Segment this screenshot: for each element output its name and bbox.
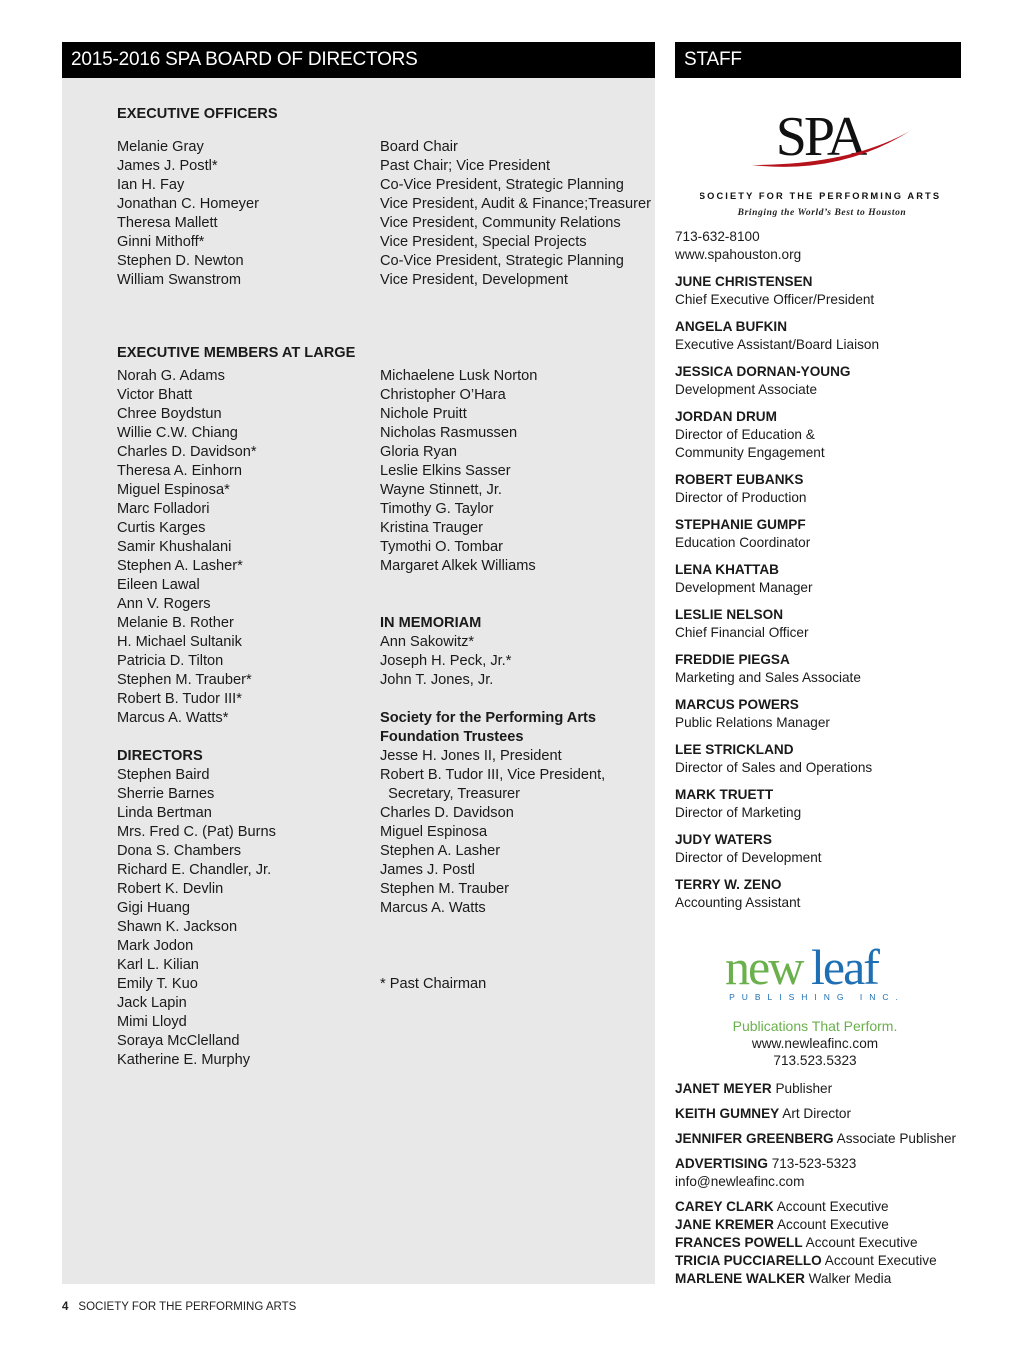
members-left-list	[117, 367, 257, 728]
officer-name: Ginni Mithoff*	[117, 234, 205, 250]
member-name: Ann V. Rogers	[117, 596, 211, 612]
spa-logo	[700, 103, 940, 221]
person-role: Walker Media	[808, 1271, 892, 1286]
member-name: Marcus A. Watts*	[117, 710, 229, 726]
director-name: Mark Jodon	[117, 938, 194, 954]
footnote: * Past Chairman	[380, 976, 487, 992]
officer-name: James J. Postl*	[117, 158, 218, 174]
foundation-list	[380, 747, 605, 918]
staff-member	[675, 696, 965, 732]
member-name: Theresa A. Einhorn	[117, 463, 242, 479]
trustee-line: James J. Postl	[380, 862, 475, 878]
staff-member	[675, 606, 965, 642]
person-role: Account Executive	[805, 1235, 918, 1250]
officer-role: Vice President, Development	[380, 272, 568, 288]
trustee-line: Miguel Espinosa	[380, 824, 488, 840]
officer-role: Co-Vice President, Strategic Planning	[380, 253, 624, 269]
staff-website[interactable]: www.spahouston.org	[675, 247, 802, 262]
staff-title: Chief Financial Officer	[675, 625, 809, 640]
spa-logo-text: SPA	[775, 106, 865, 168]
members-title: EXECUTIVE MEMBERS AT LARGE	[117, 345, 356, 361]
officer-name: Melanie Gray	[117, 139, 204, 155]
staff-member	[675, 471, 965, 507]
newleaf-logo-new: new	[725, 939, 803, 995]
spa-logo-graphic	[700, 103, 940, 221]
director-name: Richard E. Chandler, Jr.	[117, 862, 272, 878]
member-name: Curtis Karges	[117, 520, 206, 536]
staff-title: Education Coordinator	[675, 535, 811, 550]
staff-name: FREDDIE PIEGSA	[675, 652, 790, 667]
director-name: Jack Lapin	[117, 995, 187, 1011]
person-role: Art Director	[782, 1106, 851, 1121]
member-name: Patricia D. Tilton	[117, 653, 224, 669]
advertising-phone: 713-523-5323	[771, 1156, 857, 1171]
person-role: Account Executive	[776, 1199, 889, 1214]
account-executives	[675, 1198, 975, 1288]
memoriam-name: Ann Sakowitz*	[380, 634, 475, 650]
memoriam-title: IN MEMORIAM	[380, 615, 482, 631]
staff-name: STEPHANIE GUMPF	[675, 517, 806, 532]
officer-role: Board Chair	[380, 139, 458, 155]
director-name: Karl L. Kilian	[117, 957, 199, 973]
officer-name: Jonathan C. Homeyer	[117, 196, 259, 212]
director-name: Dona S. Chambers	[117, 843, 242, 859]
director-name: Shawn K. Jackson	[117, 919, 238, 935]
member-name: Miguel Espinosa*	[117, 482, 230, 498]
director-name: Soraya McClelland	[117, 1033, 240, 1049]
officer-role: Co-Vice President, Strategic Planning	[380, 177, 624, 193]
member-name: Samir Khushalani	[117, 539, 232, 555]
newleaf-logo-graphic	[705, 930, 925, 1010]
spa-logo-subtitle: SOCIETY FOR THE PERFORMING ARTS	[700, 191, 940, 201]
advertising-email[interactable]: info@newleafinc.com	[675, 1174, 805, 1189]
person-name: MARLENE WALKER	[675, 1271, 805, 1286]
staff-member	[675, 786, 965, 822]
director-name: Sherrie Barnes	[117, 786, 215, 802]
staff-title: Director of Sales and Operations	[675, 760, 873, 775]
memoriam-name: Joseph H. Peck, Jr.*	[380, 653, 512, 669]
staff-name: LENA KHATTAB	[675, 562, 779, 577]
executive-officers-title: EXECUTIVE OFFICERS	[117, 106, 278, 122]
person-role: Publisher	[775, 1081, 833, 1096]
director-name: Mimi Lloyd	[117, 1014, 187, 1030]
staff-title: Director of Development	[675, 850, 822, 865]
staff-title: Director of Education & Community Engagement	[675, 427, 825, 460]
members-right-list	[380, 367, 537, 576]
officer-role: Vice President, Special Projects	[380, 234, 587, 250]
officer-role: Past Chair; Vice President	[380, 158, 551, 174]
newleaf-logo-leaf: leaf	[811, 939, 878, 995]
director-name: Katherine E. Murphy	[117, 1052, 251, 1068]
person-name: JANE KREMER	[675, 1217, 774, 1232]
newleaf-logo	[705, 930, 925, 1068]
staff-members	[675, 273, 965, 912]
memoriam-list	[380, 633, 511, 690]
memoriam-name: John T. Jones, Jr.	[380, 672, 494, 688]
staff-title: Accounting Assistant	[675, 895, 801, 910]
publisher-person	[675, 1234, 975, 1252]
page-number: 4	[62, 1301, 69, 1313]
director-name: Gigi Huang	[117, 900, 191, 916]
staff-title: Director of Production	[675, 490, 807, 505]
advertising-label: ADVERTISING	[675, 1156, 768, 1171]
person-name: TRICIA PUCCIARELLO	[675, 1253, 822, 1268]
board-header: 2015-2016 SPA BOARD OF DIRECTORS	[62, 42, 655, 78]
page-footer	[62, 1301, 296, 1313]
trustee-line: Stephen A. Lasher	[380, 843, 501, 859]
officer-name: Theresa Mallett	[117, 215, 218, 231]
staff-title: Executive Assistant/Board Liaison	[675, 337, 880, 352]
staff-name: LESLIE NELSON	[675, 607, 784, 622]
staff-member	[675, 273, 965, 309]
foundation-title-line-1: Society for the Performing Arts	[380, 710, 596, 726]
staff-member	[675, 561, 965, 597]
member-name: Kristina Trauger	[380, 520, 484, 536]
publisher-person	[675, 1130, 975, 1148]
staff-member	[675, 318, 965, 354]
member-name: Christopher O’Hara	[380, 387, 506, 403]
member-name: Stephen M. Trauber*	[117, 672, 252, 688]
person-name: FRANCES POWELL	[675, 1235, 803, 1250]
publisher-list	[675, 1080, 975, 1288]
staff-list	[675, 228, 965, 912]
person-role: Account Executive	[776, 1217, 889, 1232]
director-name: Robert K. Devlin	[117, 881, 224, 897]
newleaf-tagline: Publications That Perform.	[732, 1018, 898, 1034]
person-name: JANET MEYER	[675, 1081, 772, 1096]
director-name: Mrs. Fred C. (Pat) Burns	[117, 824, 276, 840]
member-name: Gloria Ryan	[380, 444, 458, 460]
publisher-person	[675, 1216, 975, 1234]
director-name: Emily T. Kuo	[117, 976, 198, 992]
trustee-line: Secretary, Treasurer	[380, 786, 521, 802]
trustee-line: Robert B. Tudor III, Vice President,	[380, 767, 606, 783]
staff-title: Chief Executive Officer/President	[675, 292, 875, 307]
staff-name: JESSICA DORNAN-YOUNG	[675, 364, 851, 379]
staff-member	[675, 408, 965, 462]
newleaf-phone: 713.523.5323	[773, 1053, 857, 1068]
director-name: Linda Bertman	[117, 805, 212, 821]
staff-member	[675, 741, 965, 777]
staff-title: Development Manager	[675, 580, 813, 595]
member-name: Norah G. Adams	[117, 368, 225, 384]
staff-title: Development Associate	[675, 382, 818, 397]
trustee-line: Charles D. Davidson	[380, 805, 514, 821]
staff-name: JUDY WATERS	[675, 832, 772, 847]
member-name: Timothy G. Taylor	[380, 501, 494, 517]
staff-name: ANGELA BUFKIN	[675, 319, 788, 334]
trustee-line: Stephen M. Trauber	[380, 881, 509, 897]
person-role: Associate Publisher	[836, 1131, 957, 1146]
staff-header: STAFF	[675, 42, 961, 78]
member-name: Nicholas Rasmussen	[380, 425, 518, 441]
directors-list	[117, 766, 276, 1070]
director-name: Stephen Baird	[117, 767, 210, 783]
member-name: Marc Folladori	[117, 501, 210, 517]
member-name: Wayne Stinnett, Jr.	[380, 482, 502, 498]
officer-name: William Swanstrom	[117, 272, 242, 288]
member-name: Margaret Alkek Williams	[380, 558, 536, 574]
staff-member	[675, 363, 965, 399]
person-name: CAREY CLARK	[675, 1199, 774, 1214]
staff-member	[675, 876, 965, 912]
staff-title: Public Relations Manager	[675, 715, 830, 730]
publisher-person	[675, 1198, 975, 1216]
staff-name: MARCUS POWERS	[675, 697, 799, 712]
member-name: Stephen A. Lasher*	[117, 558, 243, 574]
spa-logo-tagline: Bringing the World’s Best to Houston	[737, 208, 907, 218]
trustee-line: Jesse H. Jones II, President	[380, 748, 562, 764]
newleaf-website[interactable]: www.newleafinc.com	[751, 1036, 879, 1051]
publisher-person	[675, 1252, 975, 1270]
advertising-block	[675, 1155, 975, 1191]
trustee-line: Marcus A. Watts	[380, 900, 486, 916]
member-name: Leslie Elkins Sasser	[380, 463, 511, 479]
officer-name: Stephen D. Newton	[117, 253, 244, 269]
staff-name: MARK TRUETT	[675, 787, 774, 802]
person-name: KEITH GUMNEY	[675, 1106, 780, 1121]
member-name: Eileen Lawal	[117, 577, 200, 593]
publisher-people	[675, 1080, 975, 1148]
member-name: Michaelene Lusk Norton	[380, 368, 538, 384]
staff-name: ROBERT EUBANKS	[675, 472, 804, 487]
member-name: Chree Boydstun	[117, 406, 222, 422]
directors-title: DIRECTORS	[117, 748, 203, 764]
staff-name: LEE STRICKLAND	[675, 742, 794, 757]
staff-member	[675, 831, 965, 867]
member-name: H. Michael Sultanik	[117, 634, 242, 650]
member-name: Victor Bhatt	[117, 387, 193, 403]
member-name: Melanie B. Rother	[117, 615, 234, 631]
member-name: Robert B. Tudor III*	[117, 691, 242, 707]
staff-member	[675, 516, 965, 552]
officer-role: Vice President, Audit & Finance;Treasurer	[380, 196, 651, 212]
staff-contact	[675, 228, 965, 264]
footer-text: SOCIETY FOR THE PERFORMING ARTS	[78, 1301, 297, 1313]
person-name: JENNIFER GREENBERG	[675, 1131, 834, 1146]
officer-name: Ian H. Fay	[117, 177, 185, 193]
person-role: Account Executive	[824, 1253, 937, 1268]
staff-name: JUNE CHRISTENSEN	[675, 274, 813, 289]
publisher-person	[675, 1105, 975, 1123]
publisher-person	[675, 1270, 975, 1288]
staff-member	[675, 651, 965, 687]
officer-role: Vice President, Community Relations	[380, 215, 621, 231]
foundation-title	[380, 709, 596, 747]
foundation-title-line-2: Foundation Trustees	[380, 729, 524, 745]
newleaf-logo-sub: PUBLISHING INC.	[729, 992, 905, 1002]
staff-name: JORDAN DRUM	[675, 409, 777, 424]
member-name: Tymothi O. Tombar	[380, 539, 504, 555]
staff-name: TERRY W. ZENO	[675, 877, 782, 892]
member-name: Nichole Pruitt	[380, 406, 467, 422]
staff-title: Director of Marketing	[675, 805, 802, 820]
member-name: Charles D. Davidson*	[117, 444, 257, 460]
member-name: Willie C.W. Chiang	[117, 425, 238, 441]
publisher-person	[675, 1080, 975, 1098]
staff-title: Marketing and Sales Associate	[675, 670, 861, 685]
staff-phone: 713-632-8100	[675, 229, 760, 244]
